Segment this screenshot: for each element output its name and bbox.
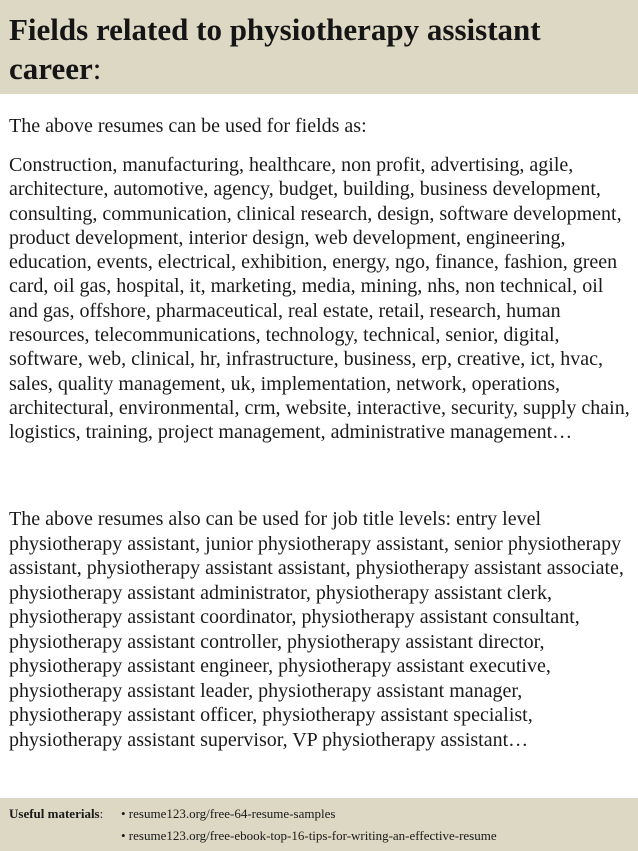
footer-band (0, 798, 638, 851)
header-band (0, 0, 638, 94)
resume-samples-link[interactable]: • resume123.org/free-64-resume-samples (121, 806, 336, 821)
useful-materials-colon: : (99, 806, 104, 821)
page-title-colon: : (92, 51, 102, 86)
useful-materials-label (9, 805, 103, 823)
job-titles-list: The above resumes also can be used for job title levels: entry level physiotherapy assistant, junior physiotherapy assistant, senior physiotherapy assistant, physiotherapy assistant assistant, physiotherapy assistant associate, physiotherapy assistant administrator, physiotherapy assistant clerk, physiotherapy assistant coordinator, physiotherapy assistant consultant, physiotherapy assistant controller, physiotherapy assistant director, physiotherapy assistant engineer, physiotherapy assistant executive, physiotherapy assistant leader, physiotherapy assistant manager, physiotherapy assistant officer, physiotherapy assistant specialist, physiotherapy assistant supervisor, VP physiotherapy assistant… (9, 508, 624, 751)
page-title (9, 10, 629, 88)
fields-list: Construction, manufacturing, healthcare, non profit, advertising, agile, architecture, automotive, agency, budget, building, business development, consulting, communication, clinical research, design, software development, product development, interior design, web development, engineering, education, events, electrical, exhibition, energy, ngo, finance, fashion, green card, oil gas, hospital, it, marketing, media, mining, nhs, non technical, oil and gas, offshore, pharmaceutical, real estate, retail, research, human resources, telecommunications, technology, technical, senior, digital, software, web, clinical, hr, infrastructure, business, erp, creative, ict, hvac, sales, quality management, uk, implementation, network, operations, architectural, environmental, crm, website, interactive, security, supply chain, logistics, training, project management, administrative management… (9, 154, 630, 444)
useful-materials-label-text: Useful materials (9, 806, 100, 821)
ebook-tips-link[interactable]: • resume123.org/free-ebook-top-16-tips-for-writing-an-effective-resume (121, 828, 497, 843)
intro-text: The above resumes can be used for fields as: (9, 115, 367, 137)
page-title-text: Fields related to physiotherapy assistant career (9, 12, 541, 86)
